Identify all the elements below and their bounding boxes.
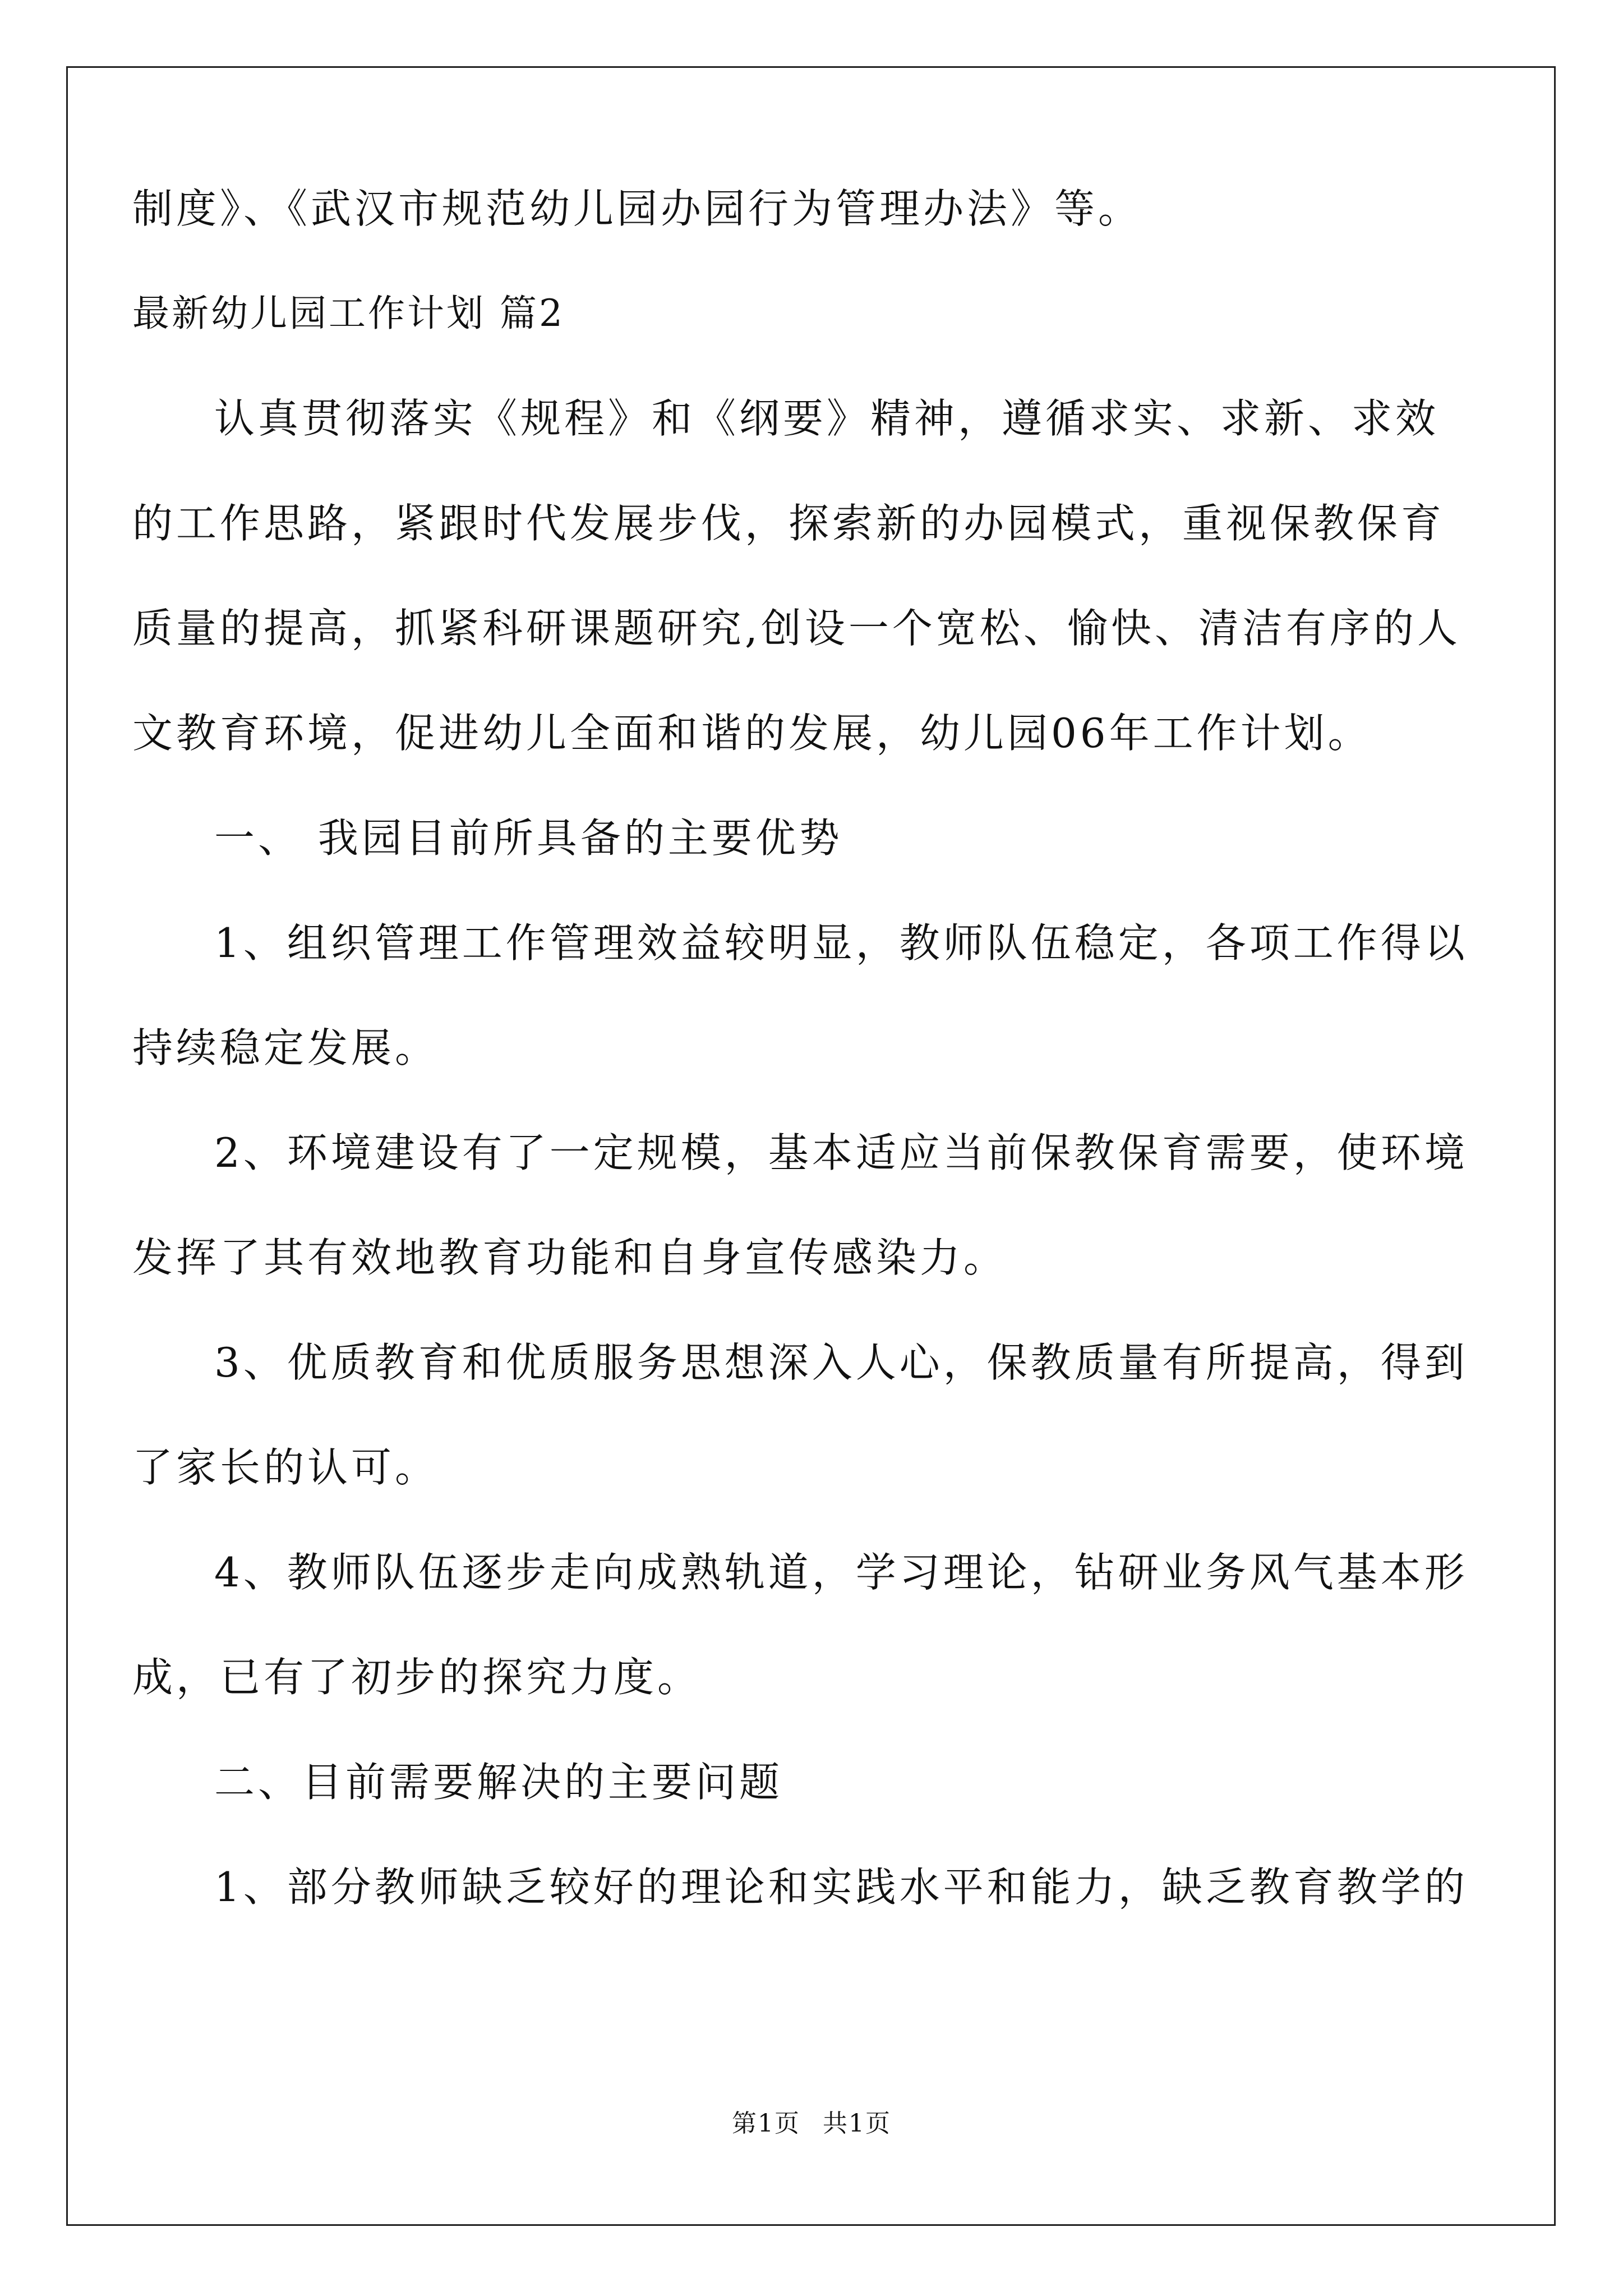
- text-line: 质量的提高，抓紧科研课题研究,创设一个宽松、愉快、清洁有序的人: [132, 605, 1461, 652]
- text-line: 成，已有了初步的探究力度。: [132, 1654, 702, 1701]
- subheading: 一、 我园目前所具备的主要优势: [214, 815, 843, 862]
- document-body: [132, 185, 1468, 1911]
- text-line: 的工作思路，紧跟时代发展步伐，探索新的办园模式，重视保教保育: [132, 500, 1445, 547]
- page-number: 第1页: [732, 2109, 800, 2138]
- text-line: 1、部分教师缺乏较好的理论和实践水平和能力，缺乏教育教学的: [214, 1864, 1468, 1911]
- text-line: 文教育环境，促进幼儿全面和谐的发展，幼儿园06年工作计划。: [132, 710, 1372, 757]
- text-line: 4、教师队伍逐步走向成熟轨道，学习理论，钻研业务风气基本形: [214, 1549, 1468, 1596]
- text-line: 1、组织管理工作管理效益较明显，教师队伍稳定，各项工作得以: [214, 919, 1468, 967]
- section-heading: 最新幼儿园工作计划 篇2: [132, 292, 565, 335]
- text-line: 3、优质教育和优质服务思想深入人心，保教质量有所提高，得到: [214, 1339, 1468, 1386]
- text-line: 2、环境建设有了一定规模，基本适应当前保教保育需要，使环境: [214, 1129, 1468, 1176]
- page-footer: [0, 2109, 1623, 2138]
- page-total: 共1页: [823, 2109, 891, 2138]
- text-line: 持续稳定发展。: [132, 1024, 439, 1071]
- subheading: 二、目前需要解决的主要问题: [214, 1759, 783, 1806]
- text-line: 认真贯彻落实《规程》和《纲要》精神，遵循求实、求新、求效: [214, 395, 1440, 442]
- text-line: 发挥了其有效地教育功能和自身宣传感染力。: [132, 1234, 1008, 1281]
- text-line: 了家长的认可。: [132, 1444, 439, 1491]
- text-line: 制度》、《武汉市规范幼儿园办园行为管理办法》等。: [132, 185, 1142, 232]
